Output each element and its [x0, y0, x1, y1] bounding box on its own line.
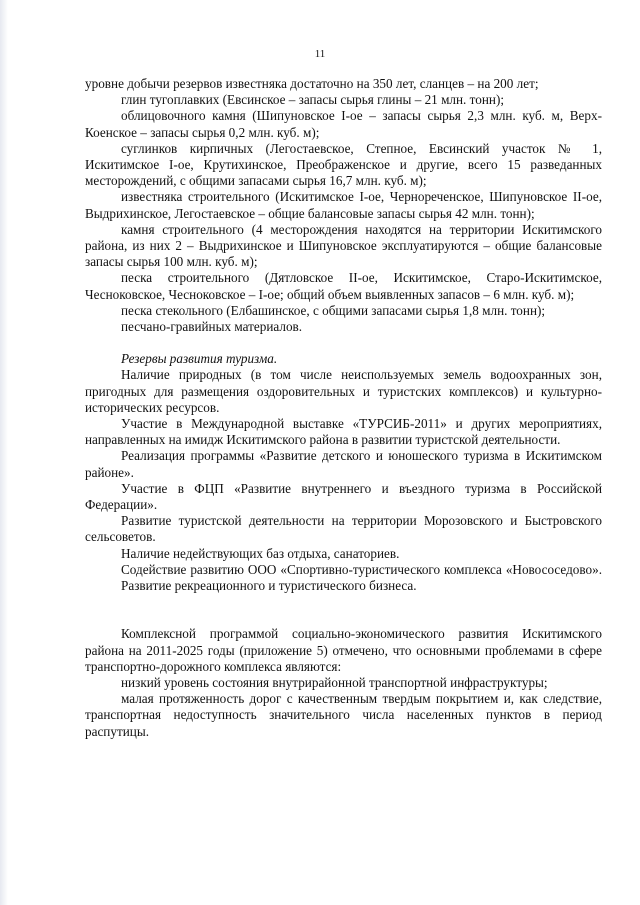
paragraph-facing-stone: облицовочного камня (Шипуновское I-ое – запасы сырья 2,3 млн. куб. м, Верх-Коенское – запасы сырья 0,2 млн. куб. м); [85, 108, 602, 140]
paragraph-building-stone: камня строительного (4 месторождения находятся на территории Искитимского района, из них 2 – Выдрихинское и Шипуновское эксплуатируются – общие балансовые запасы сырья 100 млн. куб. м); [85, 221, 602, 270]
paragraph-recreation-business: Развитие рекреационного и туристического бизнеса. [121, 578, 417, 594]
section-heading-tourism: Резервы развития туризма. [121, 351, 278, 367]
paragraph-refractory-clay: глин тугоплавких (Евсинское – запасы сырья глины – 21 млн. тонн); [121, 92, 505, 108]
paragraph-inactive-resorts: Наличие недействующих баз отдыха, санаториев. [121, 545, 400, 561]
document-body [85, 76, 602, 740]
paragraph-natural-resources: Наличие природных (в том числе неиспользуемых земель водоохранных зон, пригодных для размещения оздоровительных и туристских комплексов) и культурно-исторических ресурсов. [85, 367, 602, 415]
paragraph-sports-complex: Содействие развитию ООО «Спортивно-туристического комплекса «Новососедово». [121, 561, 602, 577]
paragraph-transport-problems: Комплексной программой социально-экономического развития Искитимского района на 2011-2025 годы (приложение 5) отмечено, что основными проблемами в сфере транспортно-дорожного комплекса являются: [85, 626, 602, 674]
paragraph-youth-tourism-program: Реализация программы «Развитие детского и юношеского туризма в Искитимском районе». [85, 448, 602, 480]
paragraph-infrastructure-level: низкий уровень состояния внутрирайонной транспортной инфраструктуры; [121, 674, 548, 690]
paragraph-road-coverage: малая протяженность дорог с качественным твердым покрытием и, как следствие, транспортная недоступность значительного числа населенных пунктов в период распутицы. [85, 691, 602, 739]
paragraph-sand-gravel: песчано-гравийных материалов. [121, 319, 303, 335]
scan-edge-shadow [0, 0, 8, 905]
paragraph-limestone-reserves: уровне добычи резервов известняка достаточно на 350 лет, сланцев – на 200 лет; [85, 76, 539, 91]
paragraph-building-sand: песка строительного (Дятловское II-ое, Искитимское, Старо-Искитимское, Чесноковское, Чесноковское – I-ое; общий объем выявленных запасов – 6 млн. куб. м); [85, 270, 602, 302]
paragraph-federal-program: Участие в ФЦП «Развитие внутреннего и въездного туризма в Российской Федерации». [85, 480, 602, 513]
paragraph-glass-sand: песка стекольного (Елбашинское, с общими запасами сырья 1,8 млн. тонн); [121, 302, 546, 318]
page-number: 11 [314, 48, 326, 60]
paragraph-tursib-exhibition: Участие в Международной выставке «ТУРСИБ-2011» и других мероприятиях, направленных на имидж Искитимского района в развитии туристской деятельности. [85, 416, 602, 448]
paragraph-tourism-development: Развитие туристской деятельности на территории Морозовского и Быстровского сельсоветов. [85, 513, 602, 545]
paragraph-building-limestone: известняка строительного (Искитимское I-ое, Чернореченское, Шипуновское II-ое, Выдрихинское, Легостаевское – общие балансовые запасы сырья 42 млн. тонн); [85, 189, 602, 221]
paragraph-brick-loam: суглинков кирпичных (Легостаевское, Степное, Евсинский участок № 1, Искитимское I-ое, Крутихинское, Преображенское и другие, всего 15 разведанных месторождений, с общими запасами сырья 16,7 млн. куб. м); [85, 140, 602, 189]
